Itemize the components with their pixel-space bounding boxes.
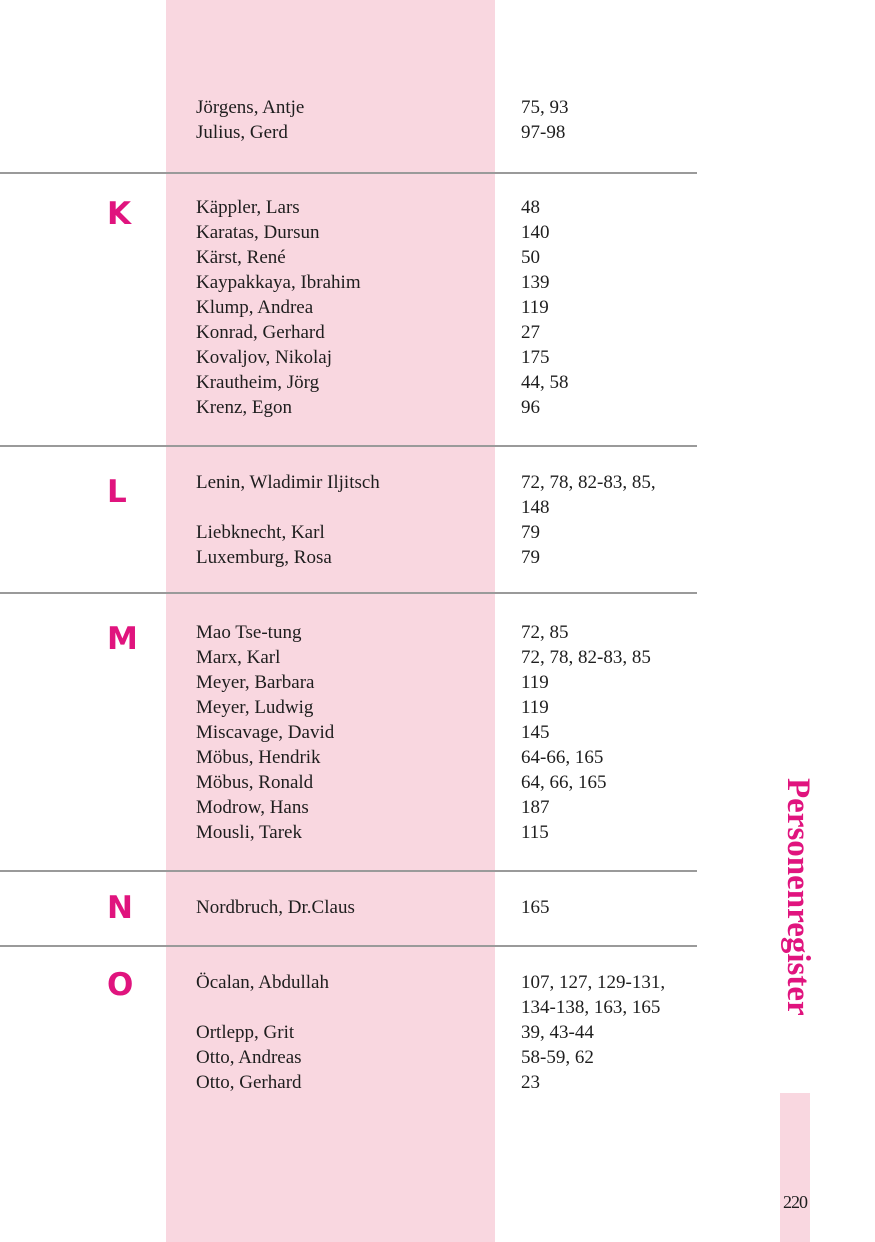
entry-name: Modrow, Hans — [196, 797, 309, 818]
section-divider — [0, 945, 697, 947]
section-divider — [0, 445, 697, 447]
entry-name: Otto, Andreas — [196, 1047, 302, 1068]
entry-name: Konrad, Gerhard — [196, 322, 325, 343]
entry-name: Möbus, Ronald — [196, 772, 314, 793]
entry-name: Öcalan, Abdullah — [196, 972, 329, 993]
index-entry — [196, 795, 696, 820]
entry-pages: 64-66, 165 — [521, 747, 604, 768]
entry-name: Ortlepp, Grit — [196, 1022, 295, 1043]
index-entry — [196, 195, 696, 220]
entry-name: Mousli, Tarek — [196, 822, 302, 843]
entry-pages: 165 — [521, 897, 550, 918]
entry-pages: 107, 127, 129-131, — [521, 972, 666, 993]
entry-pages: 48 — [521, 197, 540, 218]
entry-pages: 72, 78, 82-83, 85 — [521, 647, 651, 668]
index-entry — [196, 770, 696, 795]
entry-pages: 72, 85 — [521, 622, 569, 643]
entry-name: Julius, Gerd — [196, 122, 288, 143]
section-letter: K — [107, 196, 132, 232]
entry-name: Käppler, Lars — [196, 197, 300, 218]
entry-pages: 79 — [521, 547, 540, 568]
entry-pages: 75, 93 — [521, 97, 569, 118]
entry-pages: 175 — [521, 347, 550, 368]
entry-pages: 115 — [521, 822, 549, 843]
entry-pages: 145 — [521, 722, 550, 743]
entry-pages-continued: 134-138, 163, 165 — [521, 997, 661, 1018]
section-letter: O — [107, 967, 134, 1003]
entry-pages: 119 — [521, 697, 549, 718]
index-entry — [196, 95, 696, 120]
index-entry — [196, 970, 696, 995]
entry-name: Meyer, Ludwig — [196, 697, 314, 718]
index-entry — [196, 545, 696, 570]
index-entry — [196, 895, 696, 920]
index-entry — [196, 645, 696, 670]
index-entry — [196, 270, 696, 295]
section-letter: M — [107, 621, 138, 657]
entry-name: Kärst, René — [196, 247, 286, 268]
entry-pages: 96 — [521, 397, 540, 418]
index-entry — [196, 745, 696, 770]
section-letter: L — [107, 474, 127, 510]
page-number-tab — [780, 1093, 810, 1242]
index-entry — [196, 620, 696, 645]
entry-pages: 79 — [521, 522, 540, 543]
entry-name: Möbus, Hendrik — [196, 747, 321, 768]
index-entry — [196, 820, 696, 845]
entry-name: Jörgens, Antje — [196, 97, 305, 118]
index-entry — [196, 370, 696, 395]
entry-name: Nordbruch, Dr.Claus — [196, 897, 355, 918]
index-entry — [196, 1070, 696, 1095]
entry-name: Mao Tse-tung — [196, 622, 302, 643]
entry-pages: 23 — [521, 1072, 540, 1093]
entry-pages: 140 — [521, 222, 550, 243]
entry-name: Krenz, Egon — [196, 397, 293, 418]
index-entry — [196, 120, 696, 145]
entry-pages: 58-59, 62 — [521, 1047, 594, 1068]
entry-pages: 27 — [521, 322, 540, 343]
index-entry — [196, 1045, 696, 1070]
index-entry — [196, 470, 696, 495]
index-entry — [196, 395, 696, 420]
section-divider — [0, 592, 697, 594]
index-entry — [196, 720, 696, 745]
section-divider — [0, 172, 697, 174]
index-entry-continuation — [196, 495, 696, 520]
entry-pages: 72, 78, 82-83, 85, — [521, 472, 656, 493]
entry-name: Kovaljov, Nikolaj — [196, 347, 332, 368]
entry-pages: 50 — [521, 247, 540, 268]
page-number: 220 — [783, 1192, 807, 1212]
entry-pages: 139 — [521, 272, 550, 293]
entry-name: Krautheim, Jörg — [196, 372, 320, 393]
index-entry — [196, 520, 696, 545]
index-entry — [196, 670, 696, 695]
section-divider — [0, 870, 697, 872]
index-entry — [196, 320, 696, 345]
entry-name: Luxemburg, Rosa — [196, 547, 332, 568]
index-entry — [196, 295, 696, 320]
entry-pages: 39, 43-44 — [521, 1022, 594, 1043]
entry-pages: 187 — [521, 797, 550, 818]
index-entry-continuation — [196, 995, 696, 1020]
index-entry — [196, 695, 696, 720]
entry-name: Klump, Andrea — [196, 297, 314, 318]
index-entry — [196, 220, 696, 245]
entry-pages: 44, 58 — [521, 372, 569, 393]
section-letter: N — [107, 890, 133, 926]
entry-pages: 97-98 — [521, 122, 566, 143]
entry-pages-continued: 148 — [521, 497, 550, 518]
entry-name: Karatas, Dursun — [196, 222, 320, 243]
entry-name: Marx, Karl — [196, 647, 281, 668]
index-entry — [196, 245, 696, 270]
entry-name: Miscavage, David — [196, 722, 335, 743]
entry-name: Kaypakkaya, Ibrahim — [196, 272, 361, 293]
entry-name: Meyer, Barbara — [196, 672, 315, 693]
entry-pages: 64, 66, 165 — [521, 772, 607, 793]
index-entry — [196, 1020, 696, 1045]
entry-pages: 119 — [521, 297, 549, 318]
entry-name: Otto, Gerhard — [196, 1072, 302, 1093]
entry-name: Liebknecht, Karl — [196, 522, 325, 543]
sidebar-title: Personenregister — [780, 778, 816, 1016]
index-entry — [196, 345, 696, 370]
entry-name: Lenin, Wladimir Iljitsch — [196, 472, 380, 493]
entry-pages: 119 — [521, 672, 549, 693]
